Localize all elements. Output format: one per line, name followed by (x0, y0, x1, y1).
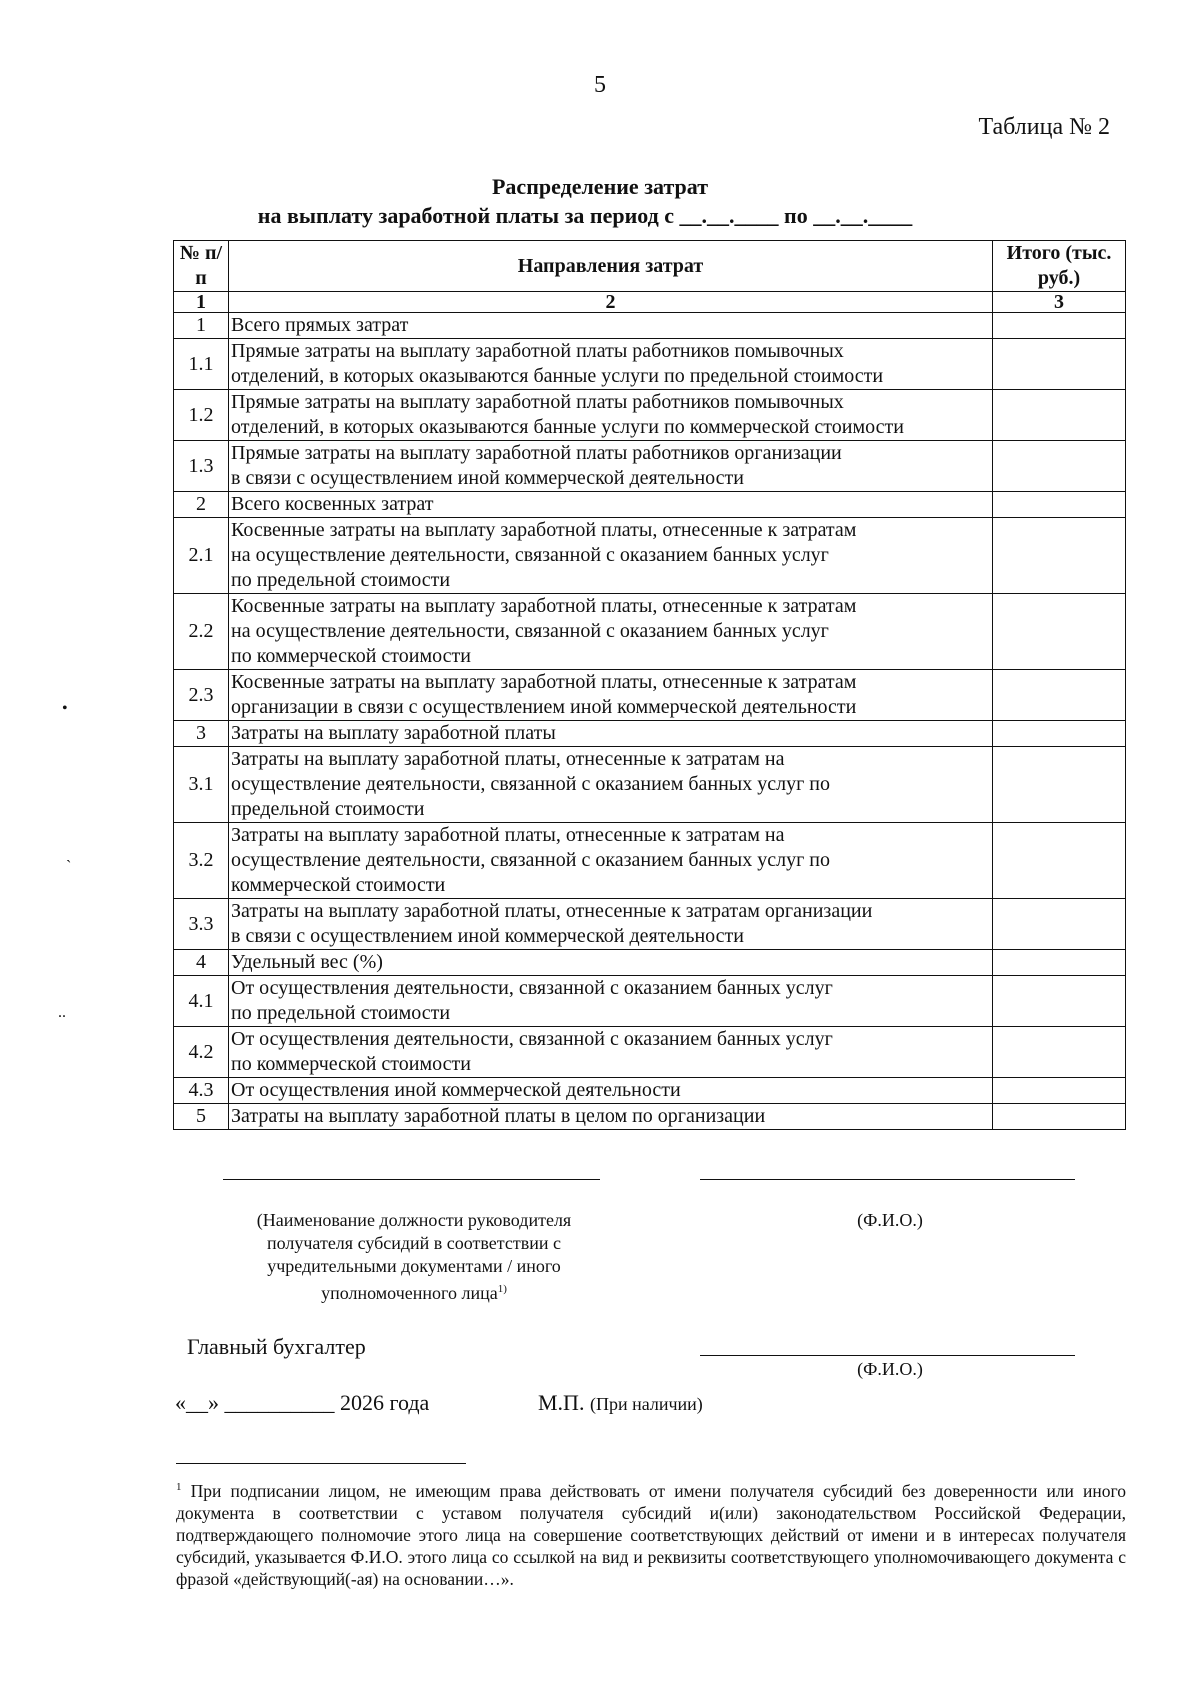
description-line: в связи с осуществлением иной коммерческой деятельности (231, 467, 744, 489)
table-row (174, 1104, 1126, 1130)
footnote (176, 1476, 1126, 1590)
stamp-placeholder (538, 1390, 703, 1416)
description-line: Косвенные затраты на выплату заработной платы, отнесенные к затратам (231, 671, 857, 693)
row-description (229, 1078, 993, 1104)
row-total (993, 313, 1126, 339)
description-line: Затраты на выплату заработной платы, отнесенные к затратам на (231, 748, 785, 770)
table-row (174, 1078, 1126, 1104)
footnote-separator (176, 1463, 466, 1464)
table-row (174, 1027, 1126, 1078)
table-header-row (174, 241, 1126, 292)
row-description (229, 339, 993, 390)
row-description (229, 1104, 993, 1130)
header-number: № п/п (174, 241, 229, 292)
row-number: 1 (174, 313, 229, 339)
description-line: Косвенные затраты на выплату заработной платы, отнесенные к затратам (231, 595, 857, 617)
row-description (229, 492, 993, 518)
row-number: 3.2 (174, 823, 229, 899)
row-number: 5 (174, 1104, 229, 1130)
scan-mark: ` (66, 858, 72, 875)
table-row (174, 670, 1126, 721)
caption-line: получателя субсидий в соответствии с (267, 1233, 561, 1253)
row-number: 3.3 (174, 899, 229, 950)
row-total (993, 721, 1126, 747)
row-number: 4.1 (174, 976, 229, 1027)
title-line-1: Распределение затрат (491, 174, 709, 199)
scan-mark: • (62, 700, 68, 717)
table-row (174, 518, 1126, 594)
cost-distribution-table (173, 240, 1126, 1130)
description-line: От осуществления иной коммерческой деятельности (231, 1079, 681, 1101)
position-signature-line (223, 1179, 600, 1180)
row-number: 4 (174, 950, 229, 976)
description-line: От осуществления деятельности, связанной с оказанием банных услуг (231, 977, 833, 999)
row-description (229, 518, 993, 594)
row-number: 1.3 (174, 441, 229, 492)
index-cell: 2 (229, 292, 993, 313)
row-description (229, 441, 993, 492)
row-total (993, 670, 1126, 721)
row-total (993, 747, 1126, 823)
table-body (174, 313, 1126, 1130)
description-line: осуществление деятельности, связанной с оказанием банных услуг по (231, 773, 831, 795)
position-caption (200, 1209, 628, 1305)
row-number: 3 (174, 721, 229, 747)
fio-caption: (Ф.И.О.) (857, 1210, 923, 1230)
row-number: 2.1 (174, 518, 229, 594)
table-index-row (174, 292, 1126, 313)
description-line: Затраты на выплату заработной платы в целом по организации (231, 1105, 766, 1127)
table-row (174, 950, 1126, 976)
index-cell: 3 (993, 292, 1126, 313)
title-line-2: на выплату заработной платы за период с __.__.____ по __.__.____ (257, 203, 913, 228)
description-line: коммерческой стоимости (231, 874, 446, 896)
document-title (0, 172, 1200, 230)
stamp-text: М.П. (538, 1390, 585, 1415)
row-description (229, 823, 993, 899)
table-row (174, 747, 1126, 823)
date-field: «__» __________ 2026 года (175, 1390, 430, 1415)
description-line: отделений, в которых оказываются банные услуги по коммерческой стоимости (231, 416, 904, 438)
row-description (229, 747, 993, 823)
row-description (229, 1027, 993, 1078)
footnote-ref: 1) (497, 1283, 507, 1295)
description-line: предельной стоимости (231, 798, 425, 820)
table-row (174, 823, 1126, 899)
description-line: на осуществление деятельности, связанной с оказанием банных услуг (231, 544, 829, 566)
caption-line: (Наименование должности руководителя (256, 1210, 572, 1230)
row-total (993, 1078, 1126, 1104)
row-total (993, 899, 1126, 950)
description-line: Удельный вес (%) (231, 951, 383, 973)
stamp-note: (При наличии) (589, 1394, 703, 1414)
row-number: 2 (174, 492, 229, 518)
chief-fio-caption: (Ф.И.О.) (857, 1359, 923, 1379)
table-row (174, 339, 1126, 390)
header-direction: Направления затрат (229, 241, 993, 292)
caption-line: учредительными документами / иного (267, 1256, 561, 1276)
row-number: 4.3 (174, 1078, 229, 1104)
description-line: Всего косвенных затрат (231, 493, 434, 515)
row-description (229, 976, 993, 1027)
description-line: Прямые затраты на выплату заработной платы работников помывочных (231, 340, 844, 362)
fio-signature-line (700, 1179, 1075, 1180)
row-number: 2.2 (174, 594, 229, 670)
row-total (993, 339, 1126, 390)
row-number: 4.2 (174, 1027, 229, 1078)
table-row (174, 313, 1126, 339)
footnote-marker: 1 (176, 1481, 182, 1493)
caption-line (200, 1278, 628, 1305)
description-line: Косвенные затраты на выплату заработной платы, отнесенные к затратам (231, 519, 857, 541)
row-description (229, 721, 993, 747)
description-line: Прямые затраты на выплату заработной платы работников помывочных (231, 391, 844, 413)
table-row (174, 899, 1126, 950)
row-description (229, 950, 993, 976)
description-line: в связи с осуществлением иной коммерческой деятельности (231, 925, 744, 947)
description-line: на осуществление деятельности, связанной с оказанием банных услуг (231, 620, 829, 642)
chief-accountant-label: Главный бухгалтер (187, 1334, 366, 1359)
row-total (993, 950, 1126, 976)
row-description (229, 390, 993, 441)
row-total (993, 594, 1126, 670)
row-description (229, 670, 993, 721)
description-line: по коммерческой стоимости (231, 1053, 471, 1075)
description-line: Затраты на выплату заработной платы, отнесенные к затратам организации (231, 900, 873, 922)
row-description (229, 594, 993, 670)
table-row (174, 594, 1126, 670)
description-line: по коммерческой стоимости (231, 645, 471, 667)
description-line: осуществление деятельности, связанной с оказанием банных услуг по (231, 849, 831, 871)
row-number: 2.3 (174, 670, 229, 721)
scan-mark: .. (58, 1004, 66, 1021)
row-total (993, 976, 1126, 1027)
row-total (993, 492, 1126, 518)
description-line: Прямые затраты на выплату заработной платы работников организации (231, 442, 842, 464)
table-row (174, 492, 1126, 518)
header-total: Итого (тыс. руб.) (993, 241, 1126, 292)
row-description (229, 313, 993, 339)
row-description (229, 899, 993, 950)
row-total (993, 518, 1126, 594)
description-line: Затраты на выплату заработной платы (231, 722, 556, 744)
description-line: по предельной стоимости (231, 569, 451, 591)
table-label: Таблица № 2 (978, 114, 1110, 140)
table-row (174, 441, 1126, 492)
description-line: отделений, в которых оказываются банные услуги по предельной стоимости (231, 365, 884, 387)
table-row (174, 390, 1126, 441)
row-total (993, 1027, 1126, 1078)
row-number: 1.1 (174, 339, 229, 390)
row-total (993, 390, 1126, 441)
row-total (993, 823, 1126, 899)
description-line: Всего прямых затрат (231, 314, 409, 336)
description-line: организации в связи с осуществлением иной коммерческой деятельности (231, 696, 857, 718)
chief-signature-line (700, 1355, 1075, 1356)
row-number: 1.2 (174, 390, 229, 441)
row-total (993, 1104, 1126, 1130)
page-number: 5 (594, 72, 606, 98)
index-cell: 1 (174, 292, 229, 313)
row-number: 3.1 (174, 747, 229, 823)
description-line: Затраты на выплату заработной платы, отнесенные к затратам на (231, 824, 785, 846)
description-line: От осуществления деятельности, связанной с оказанием банных услуг (231, 1028, 833, 1050)
footnote-text: При подписании лицом, не имеющим права действовать от имени получателя субсидий без доверенности или иного документа в соответствии с уставом получателя субсидий и(или) законодательством Российской Федерации, подтверждающего полномочие этого лица на совершение соответствующих действий от имени и в интересах получателя субсидий, указывается Ф.И.О. этого лица со ссылкой на вид и реквизиты соответствующего уполномочивающего документа с фразой «действующий(-ая) на основании…». (176, 1480, 1127, 1589)
table-row (174, 721, 1126, 747)
row-total (993, 441, 1126, 492)
caption-text: уполномоченного лица (321, 1283, 498, 1303)
table-row (174, 976, 1126, 1027)
description-line: по предельной стоимости (231, 1002, 451, 1024)
